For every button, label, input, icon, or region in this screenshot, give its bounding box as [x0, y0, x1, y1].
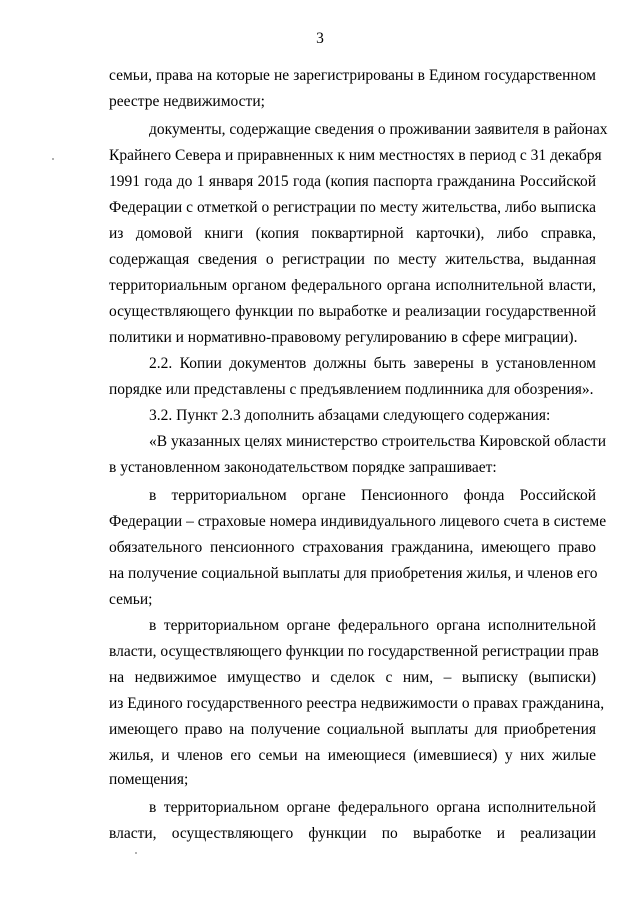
text-line: осуществляющего функции по выработке и реализации государственной [109, 303, 596, 320]
text-line: власти, осуществляющего функции по выработке и реализации [109, 825, 596, 842]
text-line: реестре недвижимости; [109, 93, 265, 110]
text-line: в установленном законодательством порядке запрашивает: [109, 459, 497, 476]
text-line: 2.2. Копии документов должны быть заверены в установленном [149, 355, 596, 372]
text-line: имеющего право на получение социальной выплаты для приобретения [109, 721, 596, 738]
text-line: из домовой книги (копия поквартирной карточки), либо справка, [109, 225, 596, 242]
text-line: жилья, и членов его семьи на имеющиеся (имевшиеся) у них жилые [109, 747, 596, 764]
text-line: в территориальном органе федерального органа исполнительной [149, 617, 596, 634]
text-line: помещения; [109, 771, 189, 788]
text-line: Федерации с отметкой о регистрации по месту жительства, либо выписка [109, 199, 596, 216]
text-line: порядке или представлены с предъявлением подлинника для обозрения». [109, 381, 594, 398]
text-line: обязательного пенсионного страхования гражданина, имеющего право [109, 539, 596, 556]
text-line: Крайнего Севера и приравненных к ним местностях в период с 31 декабря [109, 147, 602, 164]
text-line: в территориальном органе Пенсионного фонда Российской [149, 487, 596, 504]
text-line: документы, содержащие сведения о проживании заявителя в районах [149, 121, 608, 138]
text-line: семьи, права на которые не зарегистрированы в Едином государственном [109, 67, 596, 84]
page-number: 3 [316, 30, 324, 47]
text-line: территориальным органом федерального органа исполнительной власти, [109, 277, 596, 294]
text-line: семьи; [109, 591, 153, 608]
text-line: на недвижимое имущество и сделок с ним, – выписку (выписки) [109, 669, 596, 686]
scan-speck [52, 158, 54, 160]
text-line: политики и нормативно-правовому регулированию в сфере миграции). [109, 329, 578, 346]
text-line: 3.2. Пункт 2.3 дополнить абзацами следующего содержания: [149, 407, 551, 424]
text-line: власти, осуществляющего функции по государственной регистрации прав [109, 643, 599, 660]
text-line: «В указанных целях министерство строительства Кировской области [149, 433, 606, 450]
text-line: на получение социальной выплаты для приобретения жилья, и членов его [109, 565, 598, 582]
text-line: содержащая сведения о регистрации по месту жительства, выданная [109, 251, 596, 268]
text-line: Федерации – страховые номера индивидуального лицевого счета в системе [109, 513, 607, 530]
scan-speck [135, 852, 137, 854]
text-line: из Единого государственного реестра недвижимости о правах гражданина, [109, 695, 605, 712]
text-line: 1991 года до 1 января 2015 года (копия паспорта гражданина Российской [109, 173, 596, 190]
text-line: в территориальном органе федерального органа исполнительной [149, 799, 596, 816]
